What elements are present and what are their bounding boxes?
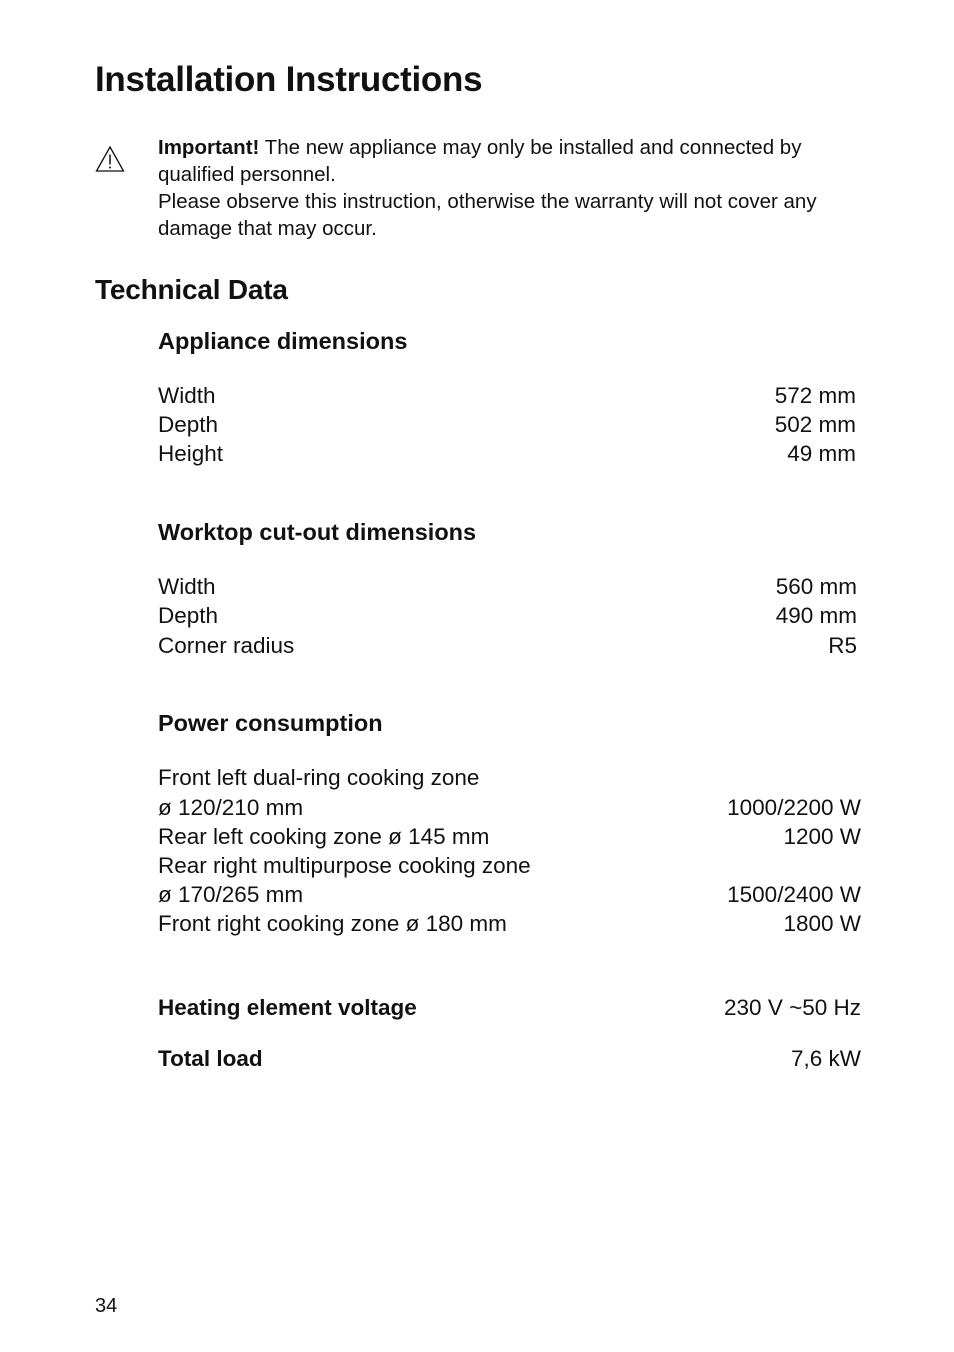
appliance-width-row	[158, 381, 856, 410]
power-row	[158, 793, 861, 822]
row-label: Height	[158, 441, 224, 466]
row-value: 1800 W	[783, 911, 861, 936]
row-value: 1000/2200 W	[727, 795, 861, 820]
technical-data-heading: Technical Data	[95, 274, 288, 305]
heating-voltage-row	[158, 993, 861, 1022]
page-number: 34	[95, 1295, 118, 1317]
cutout-dimensions-heading: Worktop cut-out dimensions	[158, 519, 477, 545]
notice-paragraph-2: Please observe this instruction, otherwise the warranty will not cover any damage that may occur.	[158, 190, 817, 240]
row-value: 230 V ~50 Hz	[724, 995, 861, 1020]
row-label: Front right cooking zone ø 180 mm	[158, 911, 507, 936]
row-label: Corner radius	[158, 633, 295, 658]
row-label: Rear left cooking zone ø 145 mm	[158, 824, 490, 849]
row-value: R5	[828, 633, 857, 658]
warning-triangle-icon	[95, 145, 125, 173]
page-title: Installation Instructions	[95, 60, 483, 99]
total-load-row	[158, 1044, 861, 1073]
power-row	[158, 851, 861, 880]
cutout-width-row	[158, 572, 857, 601]
notice-paragraph-1	[158, 134, 858, 188]
cutout-corner-radius-row	[158, 631, 857, 660]
appliance-height-row	[158, 439, 856, 468]
important-notice	[158, 134, 858, 242]
row-label: Front left dual-ring cooking zone	[158, 765, 480, 790]
power-consumption-heading: Power consumption	[158, 710, 383, 736]
row-value: 1500/2400 W	[727, 882, 861, 907]
row-label: Depth	[158, 412, 219, 437]
power-row	[158, 763, 861, 792]
row-value: 572 mm	[774, 383, 856, 408]
row-value: 502 mm	[774, 412, 856, 437]
row-value: 560 mm	[775, 574, 857, 599]
row-label: Width	[158, 383, 216, 408]
row-value: 1200 W	[783, 824, 861, 849]
row-label: ø 170/265 mm	[158, 882, 304, 907]
row-label: ø 120/210 mm	[158, 795, 304, 820]
cutout-depth-row	[158, 601, 857, 630]
row-label: Depth	[158, 603, 219, 628]
row-label: Total load	[158, 1046, 263, 1071]
notice-text-1: The new appliance may only be installed and connected by qualified personnel.	[158, 136, 802, 186]
power-row	[158, 880, 861, 909]
row-value: 490 mm	[775, 603, 857, 628]
power-row	[158, 909, 861, 938]
row-label: Heating element voltage	[158, 995, 417, 1020]
power-row	[158, 822, 861, 851]
important-label: Important!	[158, 136, 260, 159]
appliance-depth-row	[158, 410, 856, 439]
row-value: 7,6 kW	[790, 1046, 861, 1071]
row-value: 49 mm	[787, 441, 856, 466]
appliance-dimensions-heading: Appliance dimensions	[158, 328, 408, 354]
row-label: Width	[158, 574, 216, 599]
row-label: Rear right multipurpose cooking zone	[158, 853, 531, 878]
